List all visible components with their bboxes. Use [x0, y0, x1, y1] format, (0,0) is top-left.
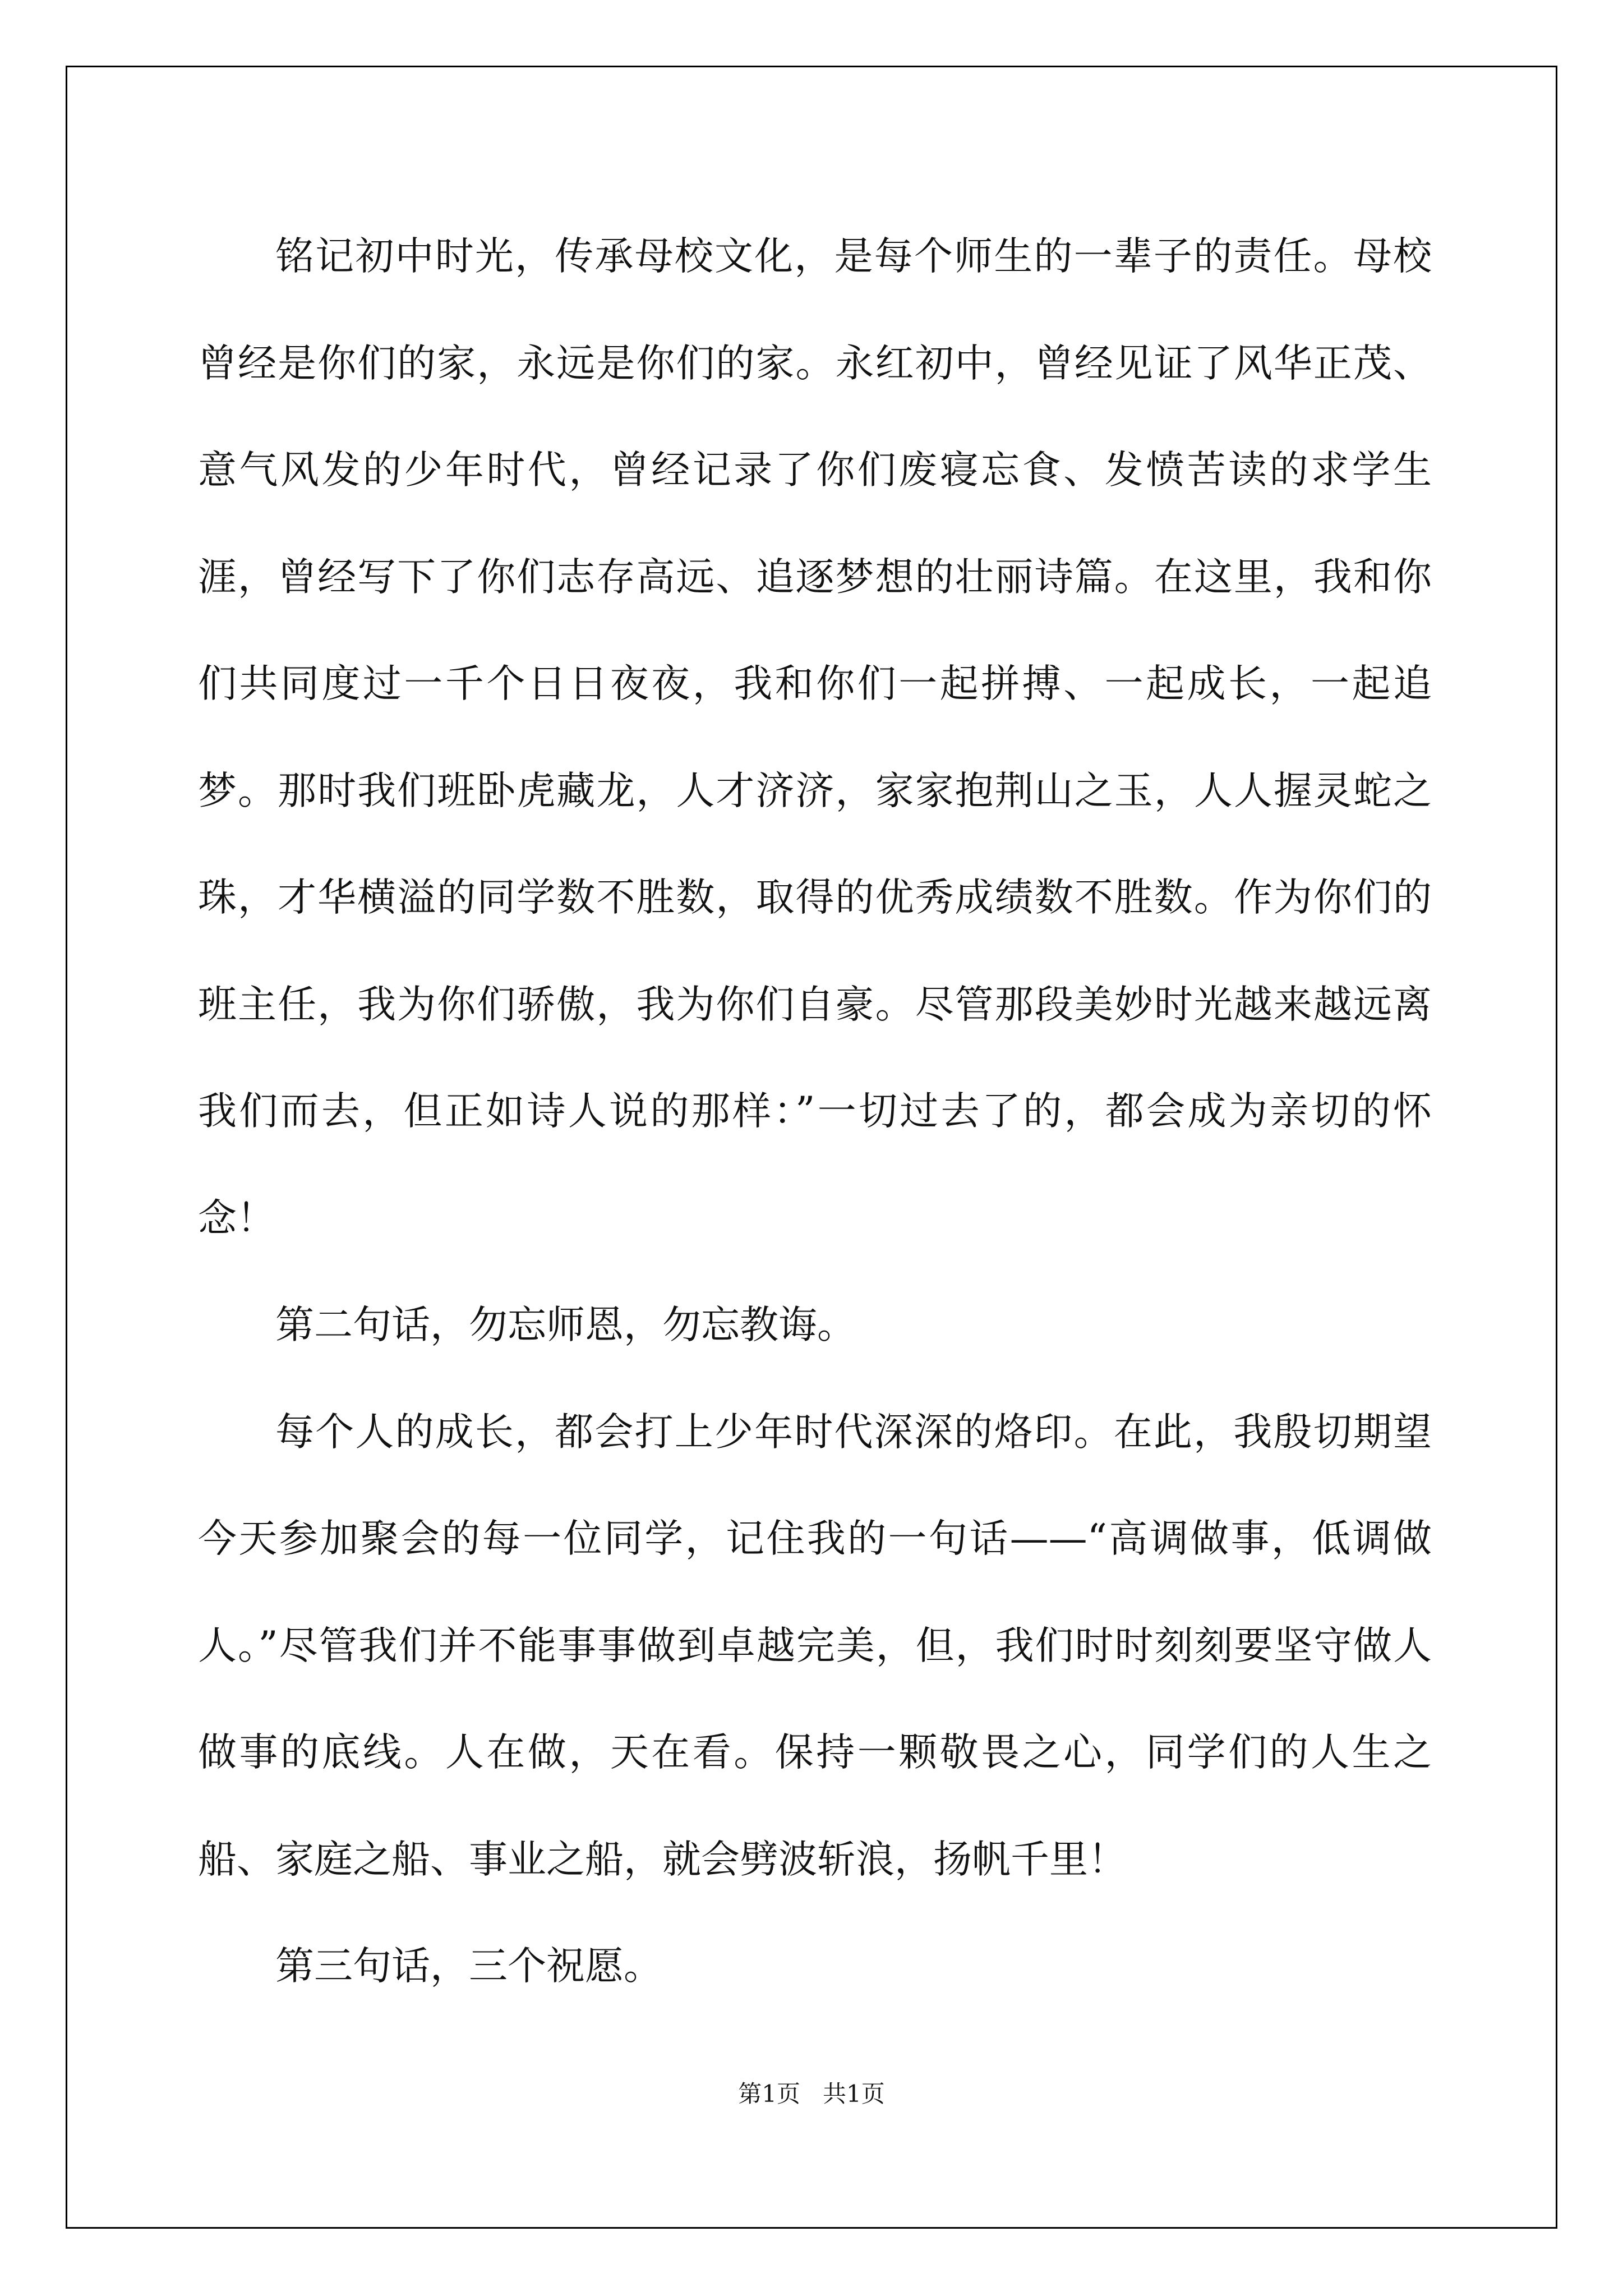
paragraph: 铭记初中时光，传承母校文化，是每个师生的一辈子的责任。母校曾经是你们的家，永远是你们的家。永红初中，曾经见证了风华正茂、意气风发的少年时代，曾经记录了你们废寝忘食、发愤苦读的求学生涯，曾经写下了你们志存高远、追逐梦想的壮丽诗篇。在这里，我和你们共同度过一千个日日夜夜，我和你们一起拼搏、一起成长，一起追梦。那时我们班卧虎藏龙，人才济济，家家抱荆山之玉，人人握灵蛇之珠，才华横溢的同学数不胜数，取得的优秀成绩数不胜数。作为你们的班主任，我为你们骄傲，我为你们自豪。尽管那段美妙时光越来越远离我们而去，但正如诗人说的那样：”一切过去了的，都会成为亲切的怀念！: [198, 234, 1432, 1241]
paragraph: 第三句话，三个祝愿。: [275, 1944, 662, 1989]
document-body: [198, 203, 1432, 2020]
paragraph: 第二句话，勿忘师恩，勿忘教诲。: [275, 1303, 856, 1347]
page-number-footer: 第1页 共1页: [738, 2080, 885, 2108]
paragraph: 每个人的成长，都会打上少年时代深深的烙印。在此，我殷切期望今天参加聚会的每一位同学，记住我的一句话——“高调做事，低调做人。”尽管我们并不能事事做到卓越完美，但，我们时时刻刻要坚守做人做事的底线。人在做，天在看。保持一颗敬畏之心，同学们的人生之船、家庭之船、事业之船，就会劈波斩浪，扬帆千里！: [198, 1409, 1432, 1882]
